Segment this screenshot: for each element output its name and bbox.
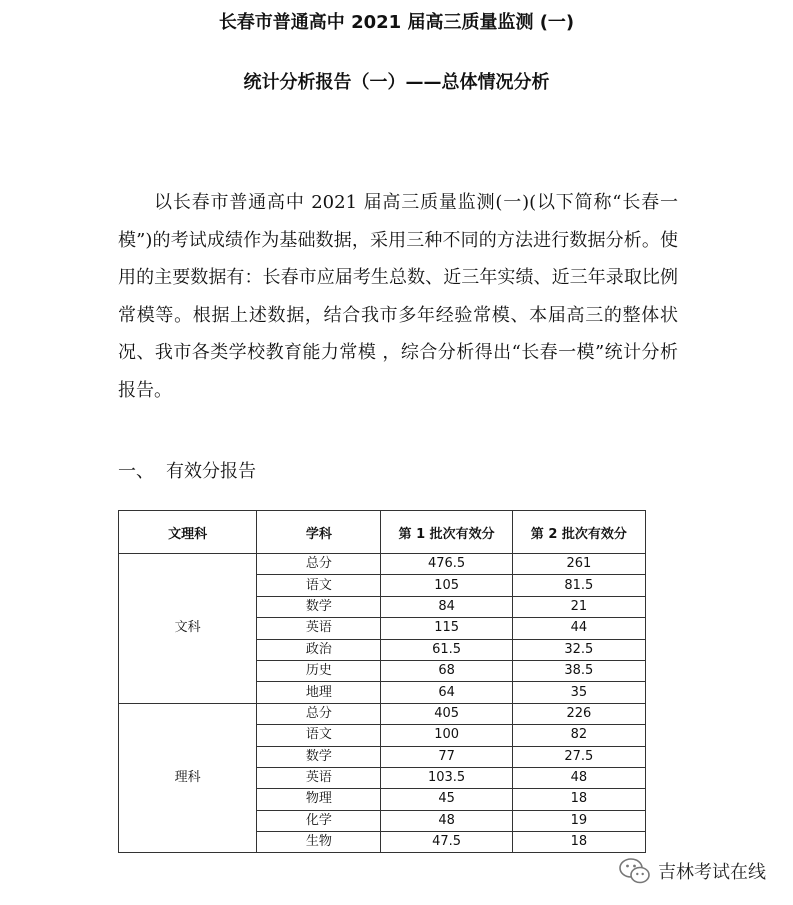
header-batch2: 第 2 批次有效分 [512, 511, 645, 554]
batch1-cell: 103.5 [381, 767, 512, 788]
batch2-cell: 38.5 [512, 660, 645, 681]
batch1-cell: 476.5 [381, 554, 512, 575]
watermark [618, 856, 766, 886]
table-row [119, 554, 646, 575]
batch1-cell: 105 [381, 575, 512, 596]
subject-cell: 英语 [257, 618, 381, 639]
batch1-cell: 47.5 [381, 832, 512, 853]
page-title: 长春市普通高中 2021 届高三质量监测 (一) [218, 12, 575, 33]
header-subject: 学科 [257, 511, 381, 554]
subject-cell: 政治 [257, 639, 381, 660]
batch1-cell: 61.5 [381, 639, 512, 660]
batch2-cell: 18 [512, 789, 645, 810]
track-cell: 文科 [119, 554, 257, 704]
batch1-cell: 405 [381, 703, 512, 724]
subject-cell: 生物 [257, 832, 381, 853]
watermark-text: 吉林考试在线 [658, 862, 766, 883]
batch1-cell: 77 [381, 746, 512, 767]
section-title: 有效分报告 [166, 461, 256, 482]
batch1-cell: 84 [381, 596, 512, 617]
page-subtitle: 统计分析报告（一）——总体情况分析 [243, 72, 550, 93]
table-header-row [119, 511, 646, 554]
batch2-cell: 44 [512, 618, 645, 639]
header-track: 文理科 [119, 511, 257, 554]
subject-cell: 语文 [257, 725, 381, 746]
subject-cell: 总分 [257, 554, 381, 575]
batch1-cell: 68 [381, 660, 512, 681]
header-batch1: 第 1 批次有效分 [381, 511, 512, 554]
subject-cell: 语文 [257, 575, 381, 596]
batch2-cell: 81.5 [512, 575, 645, 596]
subject-cell: 数学 [257, 596, 381, 617]
section-heading [118, 457, 256, 483]
batch2-cell: 21 [512, 596, 645, 617]
subject-cell: 数学 [257, 746, 381, 767]
batch2-cell: 18 [512, 832, 645, 853]
subject-cell: 地理 [257, 682, 381, 703]
batch2-cell: 32.5 [512, 639, 645, 660]
batch1-cell: 48 [381, 810, 512, 831]
subject-cell: 化学 [257, 810, 381, 831]
batch2-cell: 261 [512, 554, 645, 575]
subject-cell: 总分 [257, 703, 381, 724]
effective-score-table [118, 510, 646, 853]
batch2-cell: 27.5 [512, 746, 645, 767]
intro-paragraph: 以长春市普通高中 2021 届高三质量监测(一)(以下简称“长春一模”)的考试成绩作为基础数据，采用三种不同的方法进行数据分析。使用的主要数据有：长春市应届考生总数、近三年实绩、近三年录取比例常模等。根据上述数据，结合我市多年经验常模、本届高三的整体状况、我市各类学校教育能力常模 ，综合分析得出“长春一模”统计分析报告。 [118, 192, 678, 401]
batch2-cell: 82 [512, 725, 645, 746]
wechat-icon [618, 856, 652, 886]
batch2-cell: 19 [512, 810, 645, 831]
table-row [119, 703, 646, 724]
batch1-cell: 64 [381, 682, 512, 703]
batch2-cell: 35 [512, 682, 645, 703]
table-body [119, 554, 646, 853]
subject-cell: 历史 [257, 660, 381, 681]
track-cell: 理科 [119, 703, 257, 853]
subject-cell: 物理 [257, 789, 381, 810]
batch2-cell: 48 [512, 767, 645, 788]
batch1-cell: 45 [381, 789, 512, 810]
batch2-cell: 226 [512, 703, 645, 724]
batch1-cell: 100 [381, 725, 512, 746]
batch1-cell: 115 [381, 618, 512, 639]
subject-cell: 英语 [257, 767, 381, 788]
section-number: 一、 [118, 461, 154, 482]
